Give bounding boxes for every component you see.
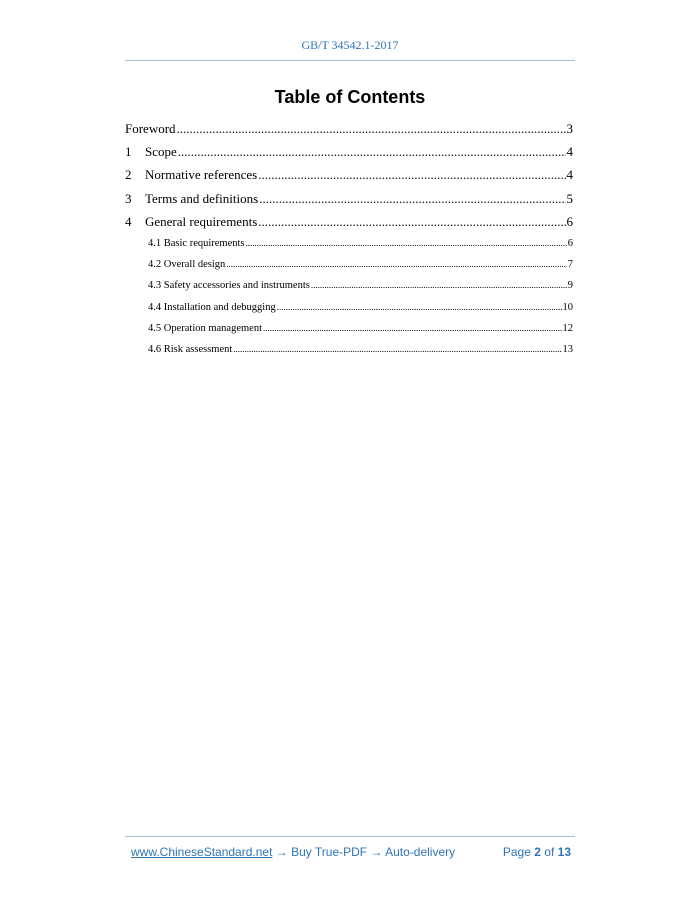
toc-page-number: 6	[567, 237, 573, 249]
toc-entry-risk-assessment[interactable]	[125, 342, 573, 363]
toc-leader-dots	[258, 166, 565, 184]
toc-label: 4.6 Risk assessment	[148, 343, 233, 355]
website-link[interactable]: www.ChineseStandard.net	[131, 845, 273, 859]
page-of: of	[544, 845, 555, 859]
toc-page-number: 12	[562, 322, 573, 334]
toc-entry-scope[interactable]	[125, 143, 573, 166]
toc-label: General requirements	[145, 213, 258, 229]
toc-page-number: 3	[566, 121, 573, 136]
toc-entry-foreword[interactable]	[125, 120, 573, 143]
toc-leader-dots	[258, 213, 565, 231]
page-title: Table of Contents	[274, 87, 426, 107]
toc-entry-normative-references[interactable]	[125, 166, 573, 189]
toc-leader-dots	[233, 342, 561, 357]
table-of-contents	[125, 120, 573, 363]
toc-leader-dots	[259, 190, 565, 208]
page-header	[125, 38, 575, 53]
toc-entry-basic-requirements[interactable]	[125, 236, 573, 257]
toc-leader-dots	[178, 143, 566, 161]
toc-label: Normative references	[145, 167, 258, 183]
toc-entry-safety-accessories[interactable]	[125, 278, 573, 299]
toc-page-number: 7	[567, 259, 573, 271]
toc-leader-dots	[177, 120, 566, 138]
toc-number: 4	[125, 213, 132, 229]
toc-label: 4.2 Overall design	[148, 259, 226, 271]
toc-leader-dots	[263, 321, 561, 336]
doc-number: GB/T 34542.1-2017	[301, 38, 399, 52]
toc-leader-dots	[277, 300, 562, 315]
page-prefix: Page	[502, 845, 531, 859]
toc-leader-dots	[226, 257, 566, 272]
toc-label: 4.5 Operation management	[148, 322, 263, 334]
toc-leader-dots	[246, 236, 567, 251]
toc-entry-installation-and-debugging[interactable]	[125, 300, 573, 321]
toc-page-number: 4	[566, 167, 573, 183]
page-indicator	[503, 845, 571, 859]
header-divider	[125, 60, 575, 61]
toc-entry-overall-design[interactable]	[125, 257, 573, 278]
page-total: 13	[557, 845, 571, 859]
page-footer	[131, 845, 571, 859]
toc-page-number: 4	[566, 144, 573, 160]
page-current: 2	[534, 845, 541, 859]
toc-number: 2	[125, 167, 132, 183]
footer-tagline: → Buy True-PDF → Auto-delivery	[272, 845, 456, 859]
toc-number: 1	[125, 144, 132, 160]
toc-page-number: 5	[566, 190, 573, 206]
toc-label: 4.3 Safety accessories and instruments	[148, 280, 310, 292]
toc-page-number: 13	[562, 343, 573, 355]
toc-label: Foreword	[125, 121, 176, 136]
footer-divider	[125, 836, 575, 837]
footer-promo	[131, 845, 455, 859]
toc-page-number: 10	[562, 301, 573, 313]
toc-label: Scope	[145, 144, 177, 160]
toc-entry-general-requirements[interactable]	[125, 213, 573, 236]
toc-leader-dots	[311, 278, 567, 293]
toc-entry-terms-and-definitions[interactable]	[125, 190, 573, 213]
toc-label: Terms and definitions	[145, 190, 259, 206]
toc-entry-operation-management[interactable]	[125, 321, 573, 342]
toc-page-number: 9	[567, 280, 573, 292]
toc-number: 3	[125, 190, 132, 206]
toc-page-number: 6	[566, 213, 573, 229]
toc-label: 4.1 Basic requirements	[148, 237, 245, 249]
toc-label: 4.4 Installation and debugging	[148, 301, 276, 313]
